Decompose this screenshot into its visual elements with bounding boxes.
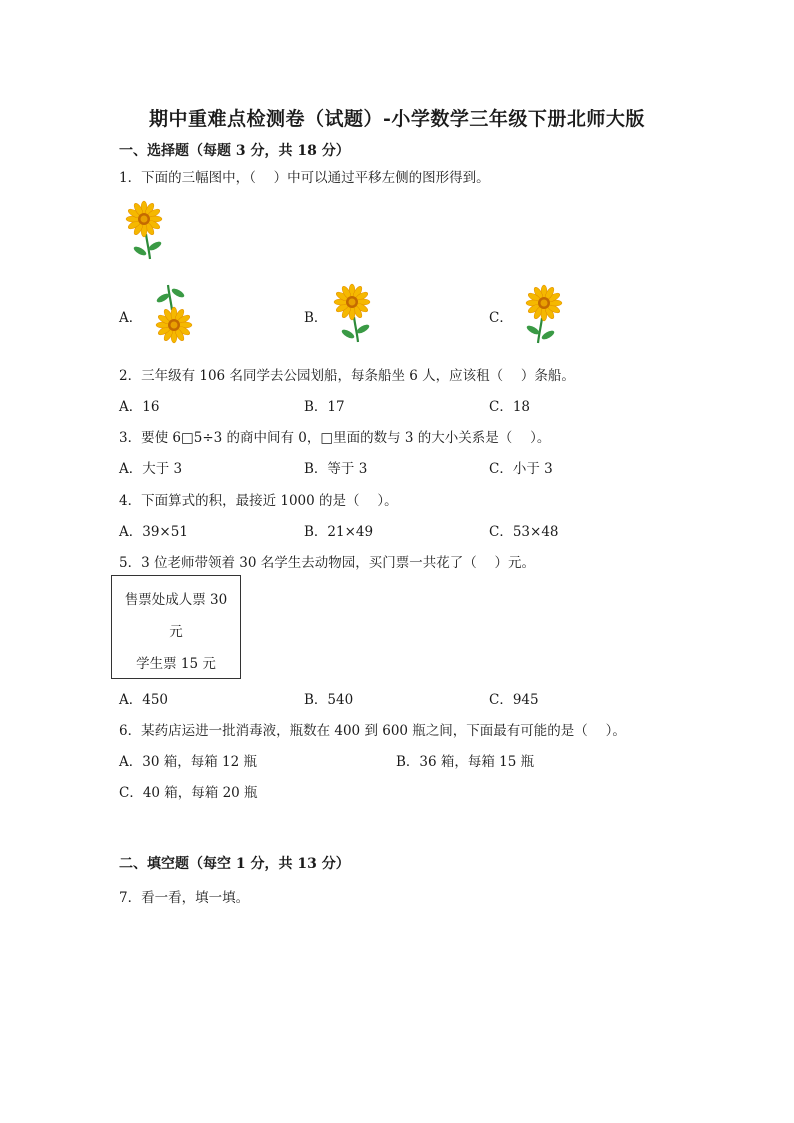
flower-icon [525, 285, 562, 343]
flower-icon [334, 284, 371, 342]
question-6: 6．某药店运进一批消毒液，瓶数在 400 到 600 瓶之间，下面最有可能的是（ ）。 [119, 723, 626, 739]
q3-option-a: A．大于 3 [119, 461, 183, 477]
q1-option-c-label: C． [489, 310, 513, 326]
q4-option-c: C．53×48 [489, 524, 559, 540]
question-5: 5．3 位老师带领着 30 名学生去动物园，买门票一共花了（ ）元。 [119, 555, 536, 571]
question-1: 1．下面的三幅图中，（ ）中可以通过平移左侧的图形得到。 [119, 170, 490, 186]
question-4: 4．下面算式的积，最接近 1000 的是（ ）。 [119, 493, 398, 509]
flower-icon [126, 201, 163, 259]
option-a-flower-image [148, 284, 196, 342]
flower-icon [155, 285, 192, 343]
q3-option-c: C．小于 3 [489, 461, 553, 477]
question-3: 3．要使 6□5÷3 的商中间有 0，□里面的数与 3 的大小关系是（ ）。 [119, 430, 551, 446]
q1-option-b-label: B． [304, 310, 328, 326]
q5-option-a: A．450 [119, 692, 169, 708]
q5-option-b: B．540 [304, 692, 354, 708]
q3-option-b: B．等于 3 [304, 461, 368, 477]
section-heading-fill: 二、填空题（每空 1 分，共 13 分） [119, 856, 350, 872]
q1-option-a-label: A． [119, 310, 143, 326]
ticket-line-3: 学生票 15 元 [136, 656, 216, 672]
q4-option-b: B．21×49 [304, 524, 374, 540]
option-c-flower-image [518, 286, 566, 344]
section-heading-choice: 一、选择题（每题 3 分，共 18 分） [119, 143, 350, 159]
q2-option-c: C．18 [489, 399, 531, 415]
question-7: 7．看一看，填一填。 [119, 890, 250, 906]
q6-option-c: C．40 箱，每箱 20 瓶 [119, 785, 258, 801]
q2-option-b: B．17 [304, 399, 345, 415]
q5-option-c: C．945 [489, 692, 539, 708]
option-b-flower-image [330, 285, 378, 343]
q6-option-b: B．36 箱，每箱 15 瓶 [396, 754, 535, 770]
question-2: 2．三年级有 106 名同学去公园划船，每条船坐 6 人，应该租（ ）条船。 [119, 368, 575, 384]
q4-option-a: A．39×51 [119, 524, 188, 540]
reference-flower-image [122, 202, 170, 260]
ticket-price-box [111, 575, 241, 679]
page-title: 期中重难点检测卷（试题）-小学数学三年级下册北师大版 [149, 108, 645, 130]
q2-option-a: A．16 [119, 399, 160, 415]
ticket-line-2: 元 [169, 624, 183, 640]
q6-option-a: A．30 箱，每箱 12 瓶 [119, 754, 257, 770]
ticket-line-1: 售票处成人票 30 [124, 592, 228, 608]
